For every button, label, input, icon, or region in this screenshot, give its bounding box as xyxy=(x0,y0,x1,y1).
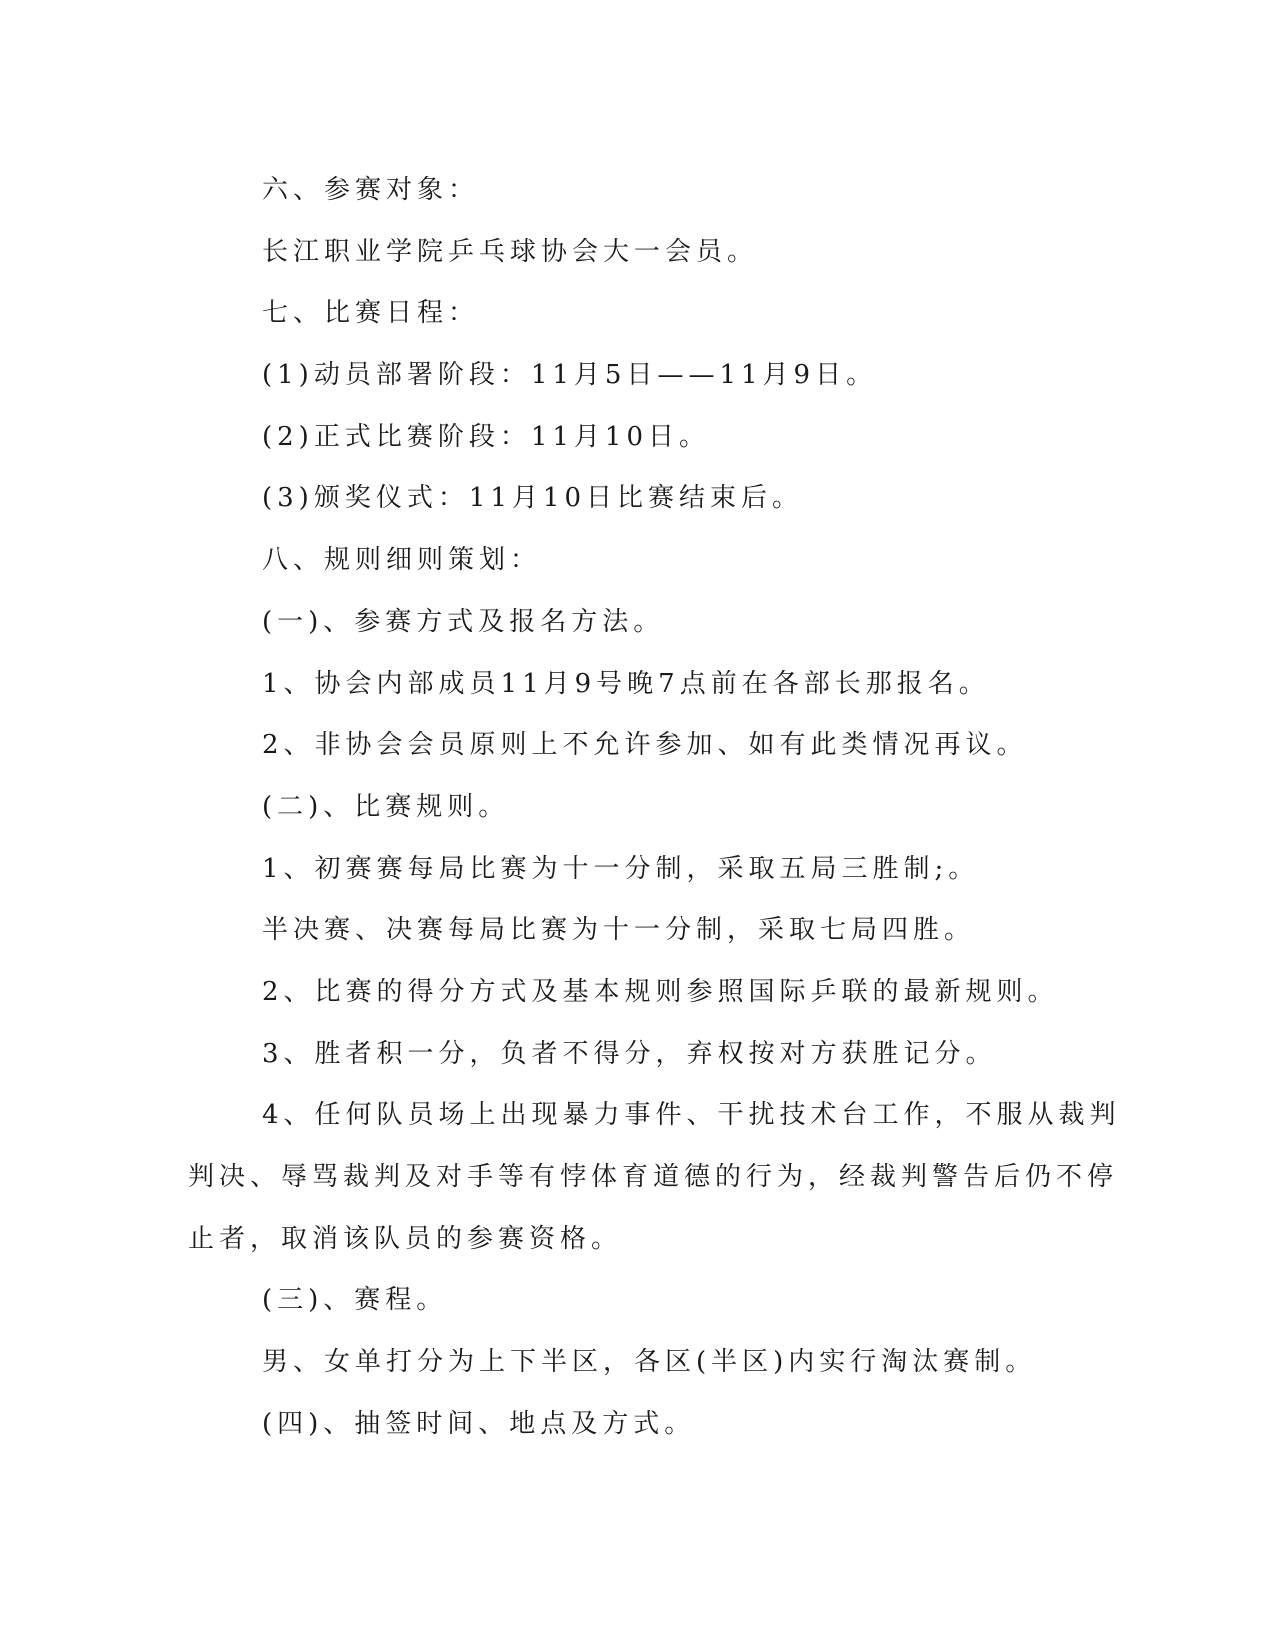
paragraph-line: 4、任何队员场上出现暴力事件、干扰技术台工作，不服从裁判 xyxy=(262,1100,1121,1131)
paragraph-line: 1、初赛赛每局比赛为十一分制，采取五局三胜制;。 xyxy=(262,853,980,884)
paragraph-line: 止者，取消该队员的参赛资格。 xyxy=(188,1223,623,1254)
paragraph-line: 2、比赛的得分方式及基本规则参照国际乒联的最新规则。 xyxy=(262,976,1059,1007)
schedule-item: (1)动员部署阶段：11月5日——11月9日。 xyxy=(262,360,878,391)
section-heading-schedule: 七、比赛日程： xyxy=(262,298,480,329)
subsection-heading: (二)、比赛规则。 xyxy=(262,791,510,822)
paragraph-line: 判决、辱骂裁判及对手等有悖体育道德的行为，经裁判警告后仍不停 xyxy=(188,1162,1119,1192)
paragraph-line: 长江职业学院乒乓球协会大一会员。 xyxy=(262,236,759,267)
subsection-heading: (三)、赛程。 xyxy=(262,1285,448,1316)
subsection-heading: (一)、参赛方式及报名方法。 xyxy=(262,606,665,637)
paragraph-line: 半决赛、决赛每局比赛为十一分制，采取七局四胜。 xyxy=(262,915,976,946)
section-heading-rules: 八、规则细则策划： xyxy=(262,545,542,576)
schedule-item: (3)颁奖仪式：11月10日比赛结束后。 xyxy=(262,483,803,514)
paragraph-line: 3、胜者积一分，负者不得分，弃权按对方获胜记分。 xyxy=(262,1038,997,1069)
paragraph-line: 2、非协会会员原则上不允许参加、如有此类情况再议。 xyxy=(262,730,1028,761)
subsection-heading: (四)、抽签时间、地点及方式。 xyxy=(262,1408,696,1439)
paragraph-line: 1、协会内部成员11月9号晚7点前在各部长那报名。 xyxy=(262,668,990,699)
section-heading-participants: 六、参赛对象： xyxy=(262,175,480,205)
document-body xyxy=(188,160,1121,1455)
paragraph-line: 男、女单打分为上下半区，各区(半区)内实行淘汰赛制。 xyxy=(262,1347,1037,1378)
schedule-item: (2)正式比赛阶段：11月10日。 xyxy=(262,421,710,452)
